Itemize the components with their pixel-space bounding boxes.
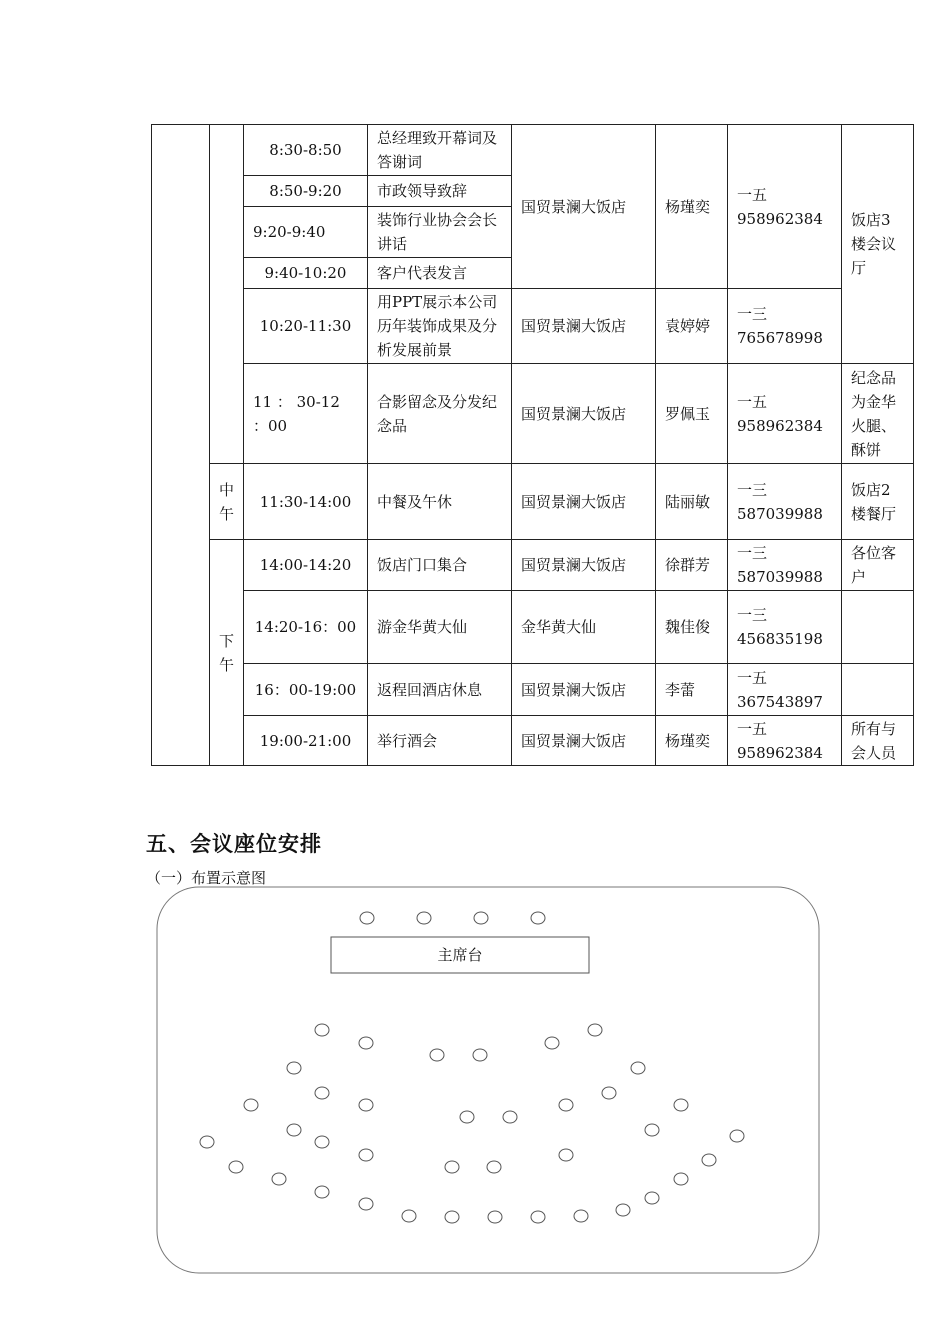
seat <box>487 1161 501 1173</box>
seating-diagram <box>156 886 820 1276</box>
seat <box>674 1099 688 1111</box>
time-cell: 16：00-19:00 <box>244 664 368 716</box>
seat <box>574 1210 588 1222</box>
seat <box>359 1037 373 1049</box>
note-cell: 饭店3楼会议厅 <box>842 125 914 364</box>
note-cell: 饭店2楼餐厅 <box>842 464 914 540</box>
venue-cell: 国贸景澜大饭店 <box>512 125 656 289</box>
event-cell: 游金华黄大仙 <box>368 591 512 664</box>
seat <box>445 1161 459 1173</box>
seat <box>417 912 431 924</box>
phone-cell: 一三456835198 <box>728 591 842 664</box>
seat <box>315 1136 329 1148</box>
note-cell: 所有与会人员 <box>842 716 914 766</box>
person-cell: 陆丽敏 <box>656 464 728 540</box>
time-cell: 19:00-21:00 <box>244 716 368 766</box>
seat <box>545 1037 559 1049</box>
person-cell: 杨瑾奕 <box>656 125 728 289</box>
phone-cell: 一三587039988 <box>728 540 842 591</box>
note-cell <box>842 591 914 664</box>
seat <box>287 1062 301 1074</box>
seat <box>315 1024 329 1036</box>
time-cell: 14:00-14:20 <box>244 540 368 591</box>
event-cell: 市政领导致辞 <box>368 176 512 207</box>
seat <box>531 1211 545 1223</box>
venue-cell: 国贸景澜大饭店 <box>512 464 656 540</box>
event-cell: 饭店门口集合 <box>368 540 512 591</box>
seat <box>445 1211 459 1223</box>
event-cell: 用PPT展示本公司历年装饰成果及分析发展前景 <box>368 289 512 364</box>
event-cell: 装饰行业协会会长讲话 <box>368 207 512 258</box>
time-cell: 11:30-14:00 <box>244 464 368 540</box>
venue-cell: 国贸景澜大饭店 <box>512 289 656 364</box>
table-row <box>152 664 914 716</box>
table-row <box>152 364 914 464</box>
event-cell: 客户代表发言 <box>368 258 512 289</box>
time-cell: 11 ： 30-12 ：00 <box>244 364 368 464</box>
note-cell <box>842 664 914 716</box>
seat <box>674 1173 688 1185</box>
time-cell: 10:20-11:30 <box>244 289 368 364</box>
seat <box>244 1099 258 1111</box>
seat <box>559 1149 573 1161</box>
seat <box>588 1024 602 1036</box>
person-cell: 魏佳俊 <box>656 591 728 664</box>
seat <box>430 1049 444 1061</box>
person-cell: 罗佩玉 <box>656 364 728 464</box>
seat <box>272 1173 286 1185</box>
venue-cell: 国贸景澜大饭店 <box>512 540 656 591</box>
section-subtitle: （一）布置示意图 <box>146 869 267 887</box>
seat <box>359 1099 373 1111</box>
seat <box>474 912 488 924</box>
table-row <box>152 540 914 591</box>
venue-cell: 金华黄大仙 <box>512 591 656 664</box>
time-cell: 8:30-8:50 <box>244 125 368 176</box>
seat <box>359 1198 373 1210</box>
rostrum-label: 主席台 <box>437 946 483 964</box>
table-row <box>152 591 914 664</box>
seat <box>559 1099 573 1111</box>
seat <box>602 1087 616 1099</box>
event-cell: 举行酒会 <box>368 716 512 766</box>
note-cell: 纪念品为金华火腿、酥饼 <box>842 364 914 464</box>
phone-cell: 一五958962384 <box>728 125 842 289</box>
seat <box>730 1130 744 1142</box>
seat <box>315 1087 329 1099</box>
day-cell <box>152 125 210 766</box>
table-row <box>152 289 914 364</box>
venue-cell: 国贸景澜大饭店 <box>512 364 656 464</box>
seat <box>702 1154 716 1166</box>
phone-cell: 一五958962384 <box>728 716 842 766</box>
venue-cell: 国贸景澜大饭店 <box>512 716 656 766</box>
seat <box>616 1204 630 1216</box>
period-morning-cell <box>210 125 244 464</box>
time-cell: 9:40-10:20 <box>244 258 368 289</box>
seat <box>531 912 545 924</box>
event-cell: 返程回酒店休息 <box>368 664 512 716</box>
person-cell: 徐群芳 <box>656 540 728 591</box>
period-afternoon-cell: 下午 <box>210 540 244 766</box>
event-cell: 合影留念及分发纪念品 <box>368 364 512 464</box>
time-cell: 9:20-9:40 <box>244 207 368 258</box>
seat <box>402 1210 416 1222</box>
seat <box>460 1111 474 1123</box>
phone-cell: 一五367543897 <box>728 664 842 716</box>
seat <box>359 1149 373 1161</box>
person-cell: 李蕾 <box>656 664 728 716</box>
event-cell: 总经理致开幕词及答谢词 <box>368 125 512 176</box>
person-cell: 杨瑾奕 <box>656 716 728 766</box>
table-row <box>152 464 914 540</box>
table-row <box>152 125 914 176</box>
seat <box>631 1062 645 1074</box>
seat <box>503 1111 517 1123</box>
seat <box>229 1161 243 1173</box>
seat <box>200 1136 214 1148</box>
seat <box>488 1211 502 1223</box>
time-cell: 14:20-16：00 <box>244 591 368 664</box>
time-cell: 8:50-9:20 <box>244 176 368 207</box>
seat <box>360 912 374 924</box>
seat <box>473 1049 487 1061</box>
event-cell: 中餐及午休 <box>368 464 512 540</box>
venue-cell: 国贸景澜大饭店 <box>512 664 656 716</box>
section-title: 五、会议座位安排 <box>146 832 322 856</box>
phone-cell: 一五958962384 <box>728 364 842 464</box>
period-noon-cell: 中午 <box>210 464 244 540</box>
seat <box>645 1192 659 1204</box>
person-cell: 袁婷婷 <box>656 289 728 364</box>
table-row <box>152 716 914 766</box>
phone-cell: 一三765678998 <box>728 289 842 364</box>
note-cell: 各位客户 <box>842 540 914 591</box>
seat <box>645 1124 659 1136</box>
schedule-table <box>151 124 914 766</box>
seat <box>315 1186 329 1198</box>
seat <box>287 1124 301 1136</box>
phone-cell: 一三587039988 <box>728 464 842 540</box>
